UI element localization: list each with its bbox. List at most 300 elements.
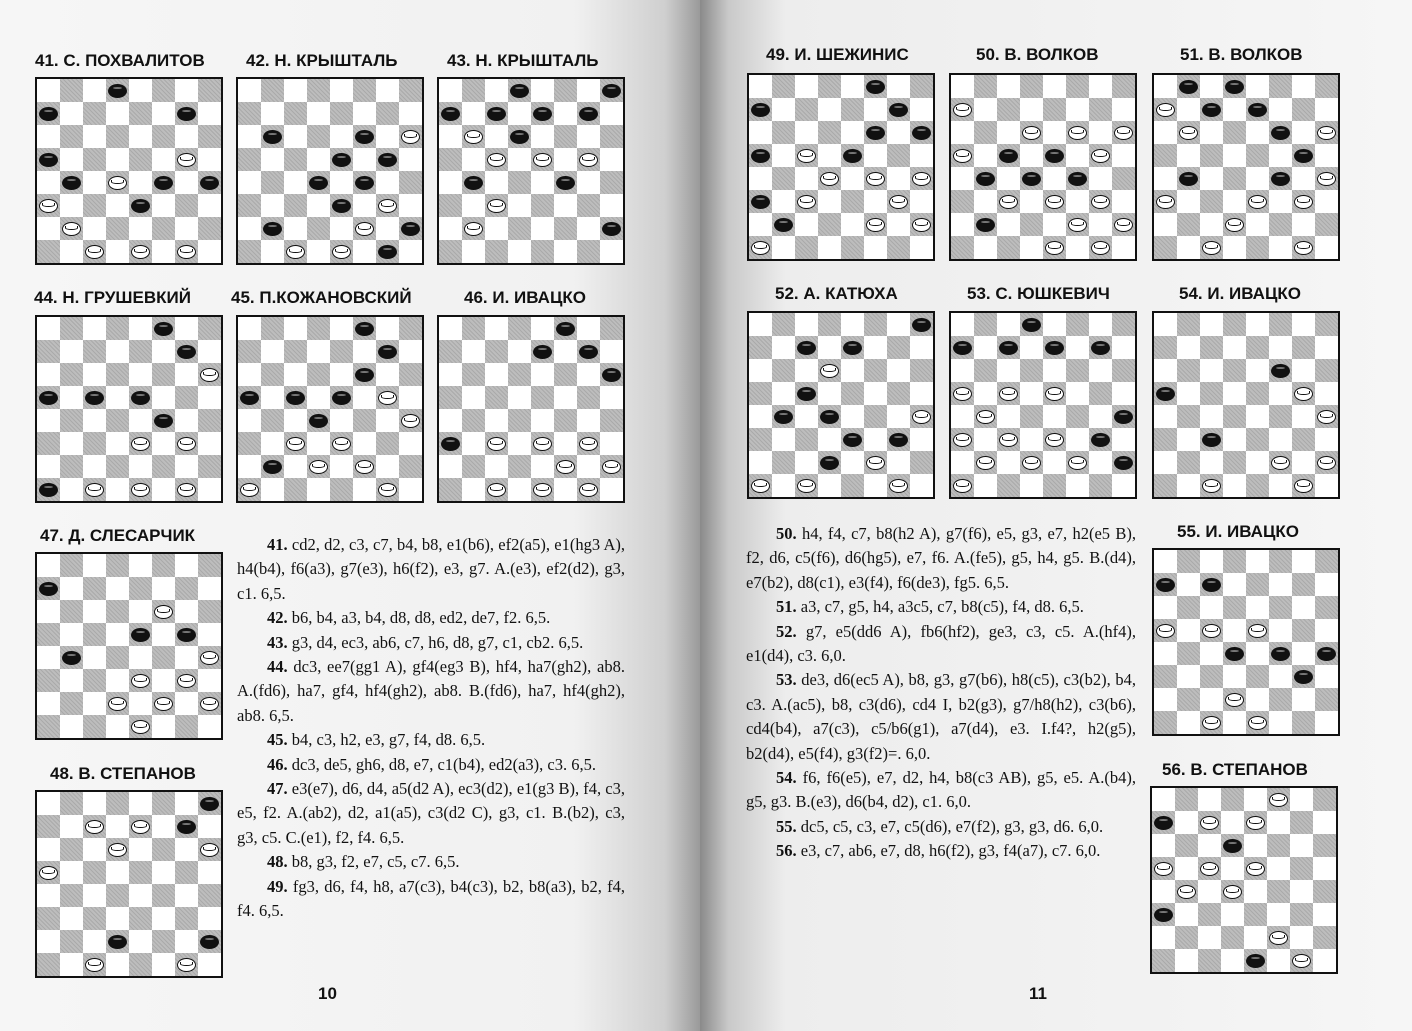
board-square [531,340,554,363]
board-square [997,382,1020,405]
board-square [152,953,175,976]
black-checker [1248,103,1267,117]
board-square [37,815,60,838]
board-square [83,217,106,240]
board-square [198,692,221,715]
board-square [129,692,152,715]
board-square [508,240,531,263]
board-square [1200,550,1223,573]
board-square [60,669,83,692]
board-square [238,148,261,171]
white-checker [579,483,598,497]
white-checker [1294,241,1313,255]
white-checker [177,437,196,451]
board-square [974,474,997,497]
board-square [238,363,261,386]
black-checker [1154,908,1173,922]
white-checker [797,479,816,493]
solution-number: 55. [776,816,797,836]
black-checker [1091,341,1110,355]
board-square [600,194,623,217]
board-square [1198,903,1221,926]
board-square [1246,619,1269,642]
board-square [376,217,399,240]
board-square [1200,596,1223,619]
board-square [106,554,129,577]
board-square [60,478,83,501]
board-square [531,102,554,125]
board-square [129,148,152,171]
board-square [60,363,83,386]
board-square [152,194,175,217]
white-checker [953,433,972,447]
board-square [508,340,531,363]
board-square [83,715,106,738]
solutions-text-page-10 [237,533,625,924]
board-square [910,405,933,428]
board-square [1292,190,1315,213]
board-square [238,240,261,263]
black-checker [177,345,196,359]
board-square [1223,405,1246,428]
white-checker [533,153,552,167]
board-square [1112,382,1135,405]
board-square [1200,405,1223,428]
board-square [600,79,623,102]
solution-number: 54. [776,768,797,788]
black-checker [1246,954,1265,968]
board-square [1267,903,1290,926]
board-square [37,792,60,815]
board-square [749,213,772,236]
board-square [749,313,772,336]
board-square [238,455,261,478]
board-square [1154,167,1177,190]
black-checker [889,433,908,447]
board-square [129,340,152,363]
board-square [37,600,60,623]
board-square [238,102,261,125]
board-square [330,125,353,148]
board-square [462,148,485,171]
board-square [439,386,462,409]
board-square [864,382,887,405]
board-square [795,451,818,474]
board-square [577,386,600,409]
board-square [1043,144,1066,167]
white-checker [999,387,1018,401]
board-square [1223,550,1246,573]
board-square [1269,596,1292,619]
board-square [1244,857,1267,880]
board-square [1152,880,1175,903]
board-square [841,313,864,336]
white-checker [1156,103,1175,117]
board-square [749,428,772,451]
board-square [818,167,841,190]
board-square [37,409,60,432]
board-square [307,148,330,171]
board-square [1154,596,1177,619]
board-square [106,217,129,240]
board-square [1177,167,1200,190]
board-square [1154,573,1177,596]
black-checker [751,103,770,117]
board-square [284,102,307,125]
board-square [818,144,841,167]
board-square [1292,167,1315,190]
board-square [485,478,508,501]
board-square [439,194,462,217]
white-checker [556,460,575,474]
black-checker [953,341,972,355]
board-square [198,861,221,884]
board-square [1089,236,1112,259]
board-square [462,217,485,240]
board-square [818,428,841,451]
board-square [772,144,795,167]
board-square [1269,405,1292,428]
board-square [1177,405,1200,428]
board-square [554,171,577,194]
board-square [175,363,198,386]
board-square [37,455,60,478]
white-checker [154,697,173,711]
board-square [1089,75,1112,98]
board-square [129,953,152,976]
diagram-54 [1152,311,1340,499]
board-square [910,167,933,190]
board-square [485,217,508,240]
solution-paragraph [746,620,1136,669]
board-square [37,171,60,194]
board-square [577,478,600,501]
board-square [175,432,198,455]
board-square [1177,711,1200,734]
solution-paragraph [746,595,1136,619]
board-square [864,121,887,144]
board-square [1223,665,1246,688]
board-square [749,236,772,259]
board-square [910,144,933,167]
board-square [1223,451,1246,474]
board-square [841,428,864,451]
board-square [887,405,910,428]
board-square [818,451,841,474]
white-checker [332,437,351,451]
board-square [1269,642,1292,665]
board-square [1154,474,1177,497]
white-checker [378,483,397,497]
board-square [887,336,910,359]
board-square [1200,573,1223,596]
board-square [1292,121,1315,144]
board-square [60,930,83,953]
board-square [399,217,422,240]
white-checker [85,483,104,497]
board-square [795,213,818,236]
board-square [106,577,129,600]
board-square [399,102,422,125]
board-square [152,386,175,409]
board-square [330,363,353,386]
board-square [37,577,60,600]
board-square [1066,474,1089,497]
board-square [508,409,531,432]
board-square [1315,167,1338,190]
board-square [60,386,83,409]
board-square [1154,688,1177,711]
board-square [531,217,554,240]
board-square [198,838,221,861]
board-square [554,217,577,240]
solution-text: de3, d6(ec5 A), b8, g3, g7(b6), h8(c5), c3(b2), b4, c3. A.(ac5), b8, c3(d6), cd4 I, b2(g3), g7/h8(h2), c3(b6), cd4(b4), a7(c3), c5/b6(g1), a7(d4), e3. I.f4?, h2(g5), b2(d4), e5(f4), g3(f2)=. 6,0. [746,670,1136,763]
board-square [198,432,221,455]
board-square [37,715,60,738]
board-square [1043,313,1066,336]
solution-number: 52. [776,621,797,641]
board-square [60,148,83,171]
board-square [887,359,910,382]
board-square [1246,711,1269,734]
board-square [1089,336,1112,359]
board-square [198,171,221,194]
board-square [910,98,933,121]
board-square [951,451,974,474]
board-square [508,478,531,501]
board-square [887,451,910,474]
diagram-44 [35,315,223,503]
board-square [795,336,818,359]
board-square [485,409,508,432]
board-square [330,148,353,171]
white-checker [912,172,931,186]
board-square [1020,451,1043,474]
board-square [1152,926,1175,949]
board-square [83,171,106,194]
board-square [307,455,330,478]
board-square [152,455,175,478]
board-square [795,167,818,190]
board-square [1177,428,1200,451]
solution-number: 49. [267,876,288,896]
white-checker [131,245,150,259]
board-square [910,121,933,144]
board-square [1066,98,1089,121]
board-square [1292,236,1315,259]
board-square [864,167,887,190]
board-square [399,455,422,478]
board-square [238,79,261,102]
board-square [1152,811,1175,834]
board-square [198,715,221,738]
black-checker [177,820,196,834]
board-square [1200,167,1223,190]
board-square [1154,619,1177,642]
board-square [1020,382,1043,405]
board-square [577,432,600,455]
white-checker [1202,241,1221,255]
board-square [1066,451,1089,474]
white-checker [487,199,506,213]
board-square [795,313,818,336]
board-square [261,478,284,501]
board-square [37,217,60,240]
board-square [795,98,818,121]
board-square [818,236,841,259]
board-square [60,125,83,148]
board-square [951,190,974,213]
board-square [1154,190,1177,213]
board-square [772,428,795,451]
board-square [106,692,129,715]
black-checker [1045,149,1064,163]
board-square [818,336,841,359]
board-square [1221,857,1244,880]
board-square [175,861,198,884]
board-square [353,363,376,386]
black-checker [1179,172,1198,186]
board-square [106,432,129,455]
board-square [307,317,330,340]
board-square [600,432,623,455]
board-square [462,363,485,386]
board-square [307,478,330,501]
white-checker [378,199,397,213]
board-square [887,236,910,259]
white-checker [866,172,885,186]
board-square [1315,619,1338,642]
board-square [106,386,129,409]
board-square [1290,880,1313,903]
black-checker [378,153,397,167]
board-square [198,792,221,815]
board-square [818,474,841,497]
white-checker [1114,126,1133,140]
board-square [1290,811,1313,834]
board-square [83,148,106,171]
board-square [37,79,60,102]
board-square [554,317,577,340]
solution-text: b8, g3, f2, e7, c5, c7. 6,5. [287,852,460,872]
white-checker [579,437,598,451]
board-square [997,336,1020,359]
solution-text: b6, b4, a3, b4, d8, d8, ed2, de7, f2. 6,5. [287,608,551,628]
board-square [198,240,221,263]
board-square [951,382,974,405]
board-square [439,240,462,263]
board-square [1246,665,1269,688]
board-square [175,838,198,861]
white-checker [131,437,150,451]
board-square [83,363,106,386]
white-checker [1177,885,1196,899]
problem-55-title: 55. И. ИВАЦКО [1177,522,1299,541]
board-square [129,79,152,102]
board-square [1246,75,1269,98]
white-checker [1317,172,1336,186]
board-square [106,861,129,884]
board-square [129,240,152,263]
board-square [152,692,175,715]
board-square [1246,428,1269,451]
black-checker [533,345,552,359]
board-square [1313,926,1336,949]
board-square [1244,949,1267,972]
board-square [1089,213,1112,236]
board-square [974,405,997,428]
board-square [1292,144,1315,167]
solution-text: h4, f4, c7, b8(h2 A), g7(f6), e5, g3, e7, h2(e5 B), f2, d6, c5(f6), d6(hg5), e7, f6. A.(fe5), g5, h4, g5. B.(d4), e7(b2), d8(c1), e3(f4), f6(de3), fg5. 6,5. [746,524,1136,592]
board-square [1200,190,1223,213]
white-checker [999,195,1018,209]
board-square [1313,949,1336,972]
white-checker [1202,716,1221,730]
board-square [1020,121,1043,144]
board-square [1020,336,1043,359]
board-square [198,646,221,669]
board-square [1020,405,1043,428]
board-square [83,815,106,838]
board-square [1200,144,1223,167]
black-checker [154,176,173,190]
black-checker [131,628,150,642]
board-square [1267,788,1290,811]
board-square [1177,665,1200,688]
board-square [841,474,864,497]
board-square [37,838,60,861]
board-square [261,363,284,386]
board-square [864,451,887,474]
black-checker [39,483,58,497]
white-checker [912,218,931,232]
board-square [129,194,152,217]
board-square [376,432,399,455]
black-checker [177,107,196,121]
board-square [795,75,818,98]
board-square [1200,665,1223,688]
black-checker [200,176,219,190]
board-square [353,386,376,409]
board-square [60,171,83,194]
board-square [83,409,106,432]
solution-text: b4, c3, h2, e3, g7, f4, d8. 6,5. [287,730,486,750]
white-checker [1154,862,1173,876]
board-square [37,646,60,669]
board-square [198,884,221,907]
board-square [330,79,353,102]
white-checker [1045,195,1064,209]
board-square [106,478,129,501]
white-checker [1269,793,1288,807]
board-square [1177,236,1200,259]
black-checker [556,176,575,190]
board-square [399,432,422,455]
white-checker [1114,218,1133,232]
black-checker [39,582,58,596]
board-square [376,102,399,125]
black-checker [579,345,598,359]
black-checker [1223,839,1242,853]
board-square [1223,98,1246,121]
board-square [238,317,261,340]
white-checker [1045,433,1064,447]
problem-51-title: 51. В. ВОЛКОВ [1180,45,1303,64]
black-checker [1156,387,1175,401]
board-square [554,478,577,501]
white-checker [953,103,972,117]
board-square [1043,98,1066,121]
